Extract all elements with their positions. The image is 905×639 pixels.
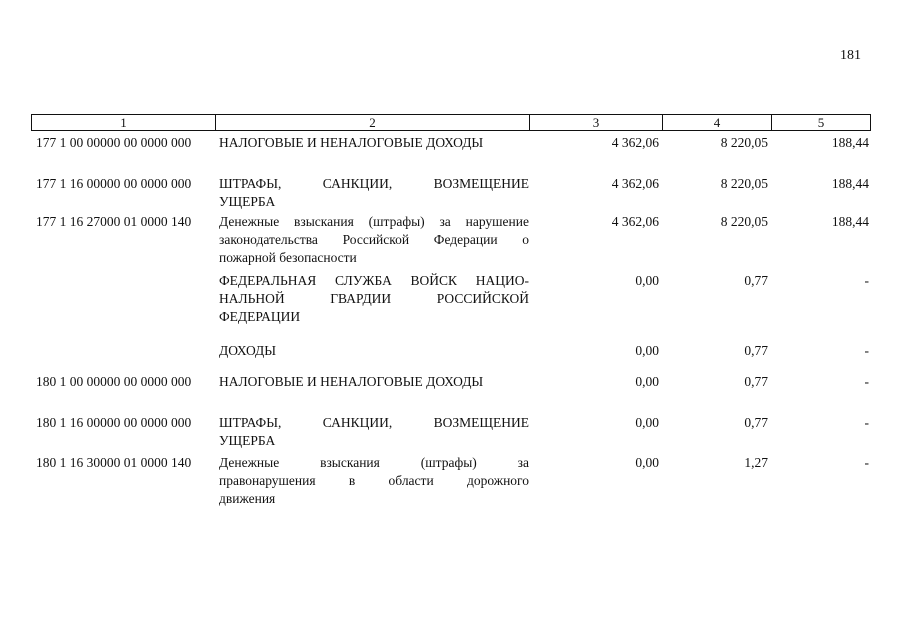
row-col5: - xyxy=(864,374,869,389)
row-name-line: законодательства Российской Федерации о xyxy=(219,232,529,247)
row-col5: 188,44 xyxy=(831,135,869,150)
row-name-line: движения xyxy=(219,491,276,506)
row-col4: 8 220,05 xyxy=(720,214,768,229)
row-name xyxy=(219,272,529,326)
row-name xyxy=(219,414,529,450)
row-code: 180 1 00 00000 00 0000 000 xyxy=(36,374,192,389)
row-col5: - xyxy=(864,455,869,470)
header-col-5: 5 xyxy=(817,115,825,130)
row-name xyxy=(219,373,529,391)
row-name-line: УЩЕРБА xyxy=(219,194,276,209)
row-col4: 8 220,05 xyxy=(720,176,768,191)
row-name xyxy=(219,213,529,267)
row-col4: 0,77 xyxy=(744,374,768,389)
row-col5: - xyxy=(864,273,869,288)
row-col4: 1,27 xyxy=(744,455,768,470)
row-name-line: Денежные взыскания (штрафы) за xyxy=(219,455,529,470)
row-code: 180 1 16 30000 01 0000 140 xyxy=(36,455,192,470)
row-name-line: НАЛОГОВЫЕ И НЕНАЛОГОВЫЕ ДОХОДЫ xyxy=(219,374,484,389)
row-col5: 188,44 xyxy=(831,214,869,229)
row-name xyxy=(219,342,529,360)
row-col4: 0,77 xyxy=(744,343,768,358)
row-col4: 0,77 xyxy=(744,415,768,430)
row-code: 177 1 00 00000 00 0000 000 xyxy=(36,135,192,150)
row-col5: - xyxy=(864,415,869,430)
row-col5: - xyxy=(864,343,869,358)
row-col3: 0,00 xyxy=(635,374,659,389)
row-col4: 0,77 xyxy=(744,273,768,288)
row-name-line: НАЛОГОВЫЕ И НЕНАЛОГОВЫЕ ДОХОДЫ xyxy=(219,135,484,150)
row-col3: 0,00 xyxy=(635,343,659,358)
row-code: 177 1 16 27000 01 0000 140 xyxy=(36,214,192,229)
row-name-line: УЩЕРБА xyxy=(219,433,276,448)
row-name-line: ШТРАФЫ, САНКЦИИ, ВОЗМЕЩЕНИЕ xyxy=(219,176,529,191)
row-name-line: ФЕДЕРАЛЬНАЯ СЛУЖБА ВОЙСК НАЦИО- xyxy=(219,273,529,288)
row-col3: 0,00 xyxy=(635,273,659,288)
row-name-line: правонарушения в области дорожного xyxy=(219,473,529,488)
header-col-3: 3 xyxy=(530,115,663,130)
row-name-line: Денежные взыскания (штрафы) за нарушение xyxy=(219,214,529,229)
page-number: 181 xyxy=(840,48,861,63)
row-name-line: пожарной безопасности xyxy=(219,250,357,265)
row-col3: 4 362,06 xyxy=(611,214,659,229)
row-col3: 4 362,06 xyxy=(611,176,659,191)
row-code: 177 1 16 00000 00 0000 000 xyxy=(36,176,192,191)
row-name xyxy=(219,454,529,508)
row-name xyxy=(219,134,529,152)
table-header xyxy=(31,114,871,131)
row-code: 180 1 16 00000 00 0000 000 xyxy=(36,415,192,430)
row-col3: 0,00 xyxy=(635,415,659,430)
row-col5: 188,44 xyxy=(831,176,869,191)
row-name-line: ФЕДЕРАЦИИ xyxy=(219,309,301,324)
row-name-line: ДОХОДЫ xyxy=(219,343,277,358)
row-col4: 8 220,05 xyxy=(720,135,768,150)
row-name-line: НАЛЬНОЙ ГВАРДИИ РОССИЙСКОЙ xyxy=(219,291,529,306)
header-col-2: 2 xyxy=(216,115,530,130)
row-name xyxy=(219,175,529,211)
header-col-1: 1 xyxy=(32,115,216,130)
header-col-4: 4 xyxy=(663,115,772,130)
row-col3: 4 362,06 xyxy=(611,135,659,150)
row-col3: 0,00 xyxy=(635,455,659,470)
row-name-line: ШТРАФЫ, САНКЦИИ, ВОЗМЕЩЕНИЕ xyxy=(219,415,529,430)
